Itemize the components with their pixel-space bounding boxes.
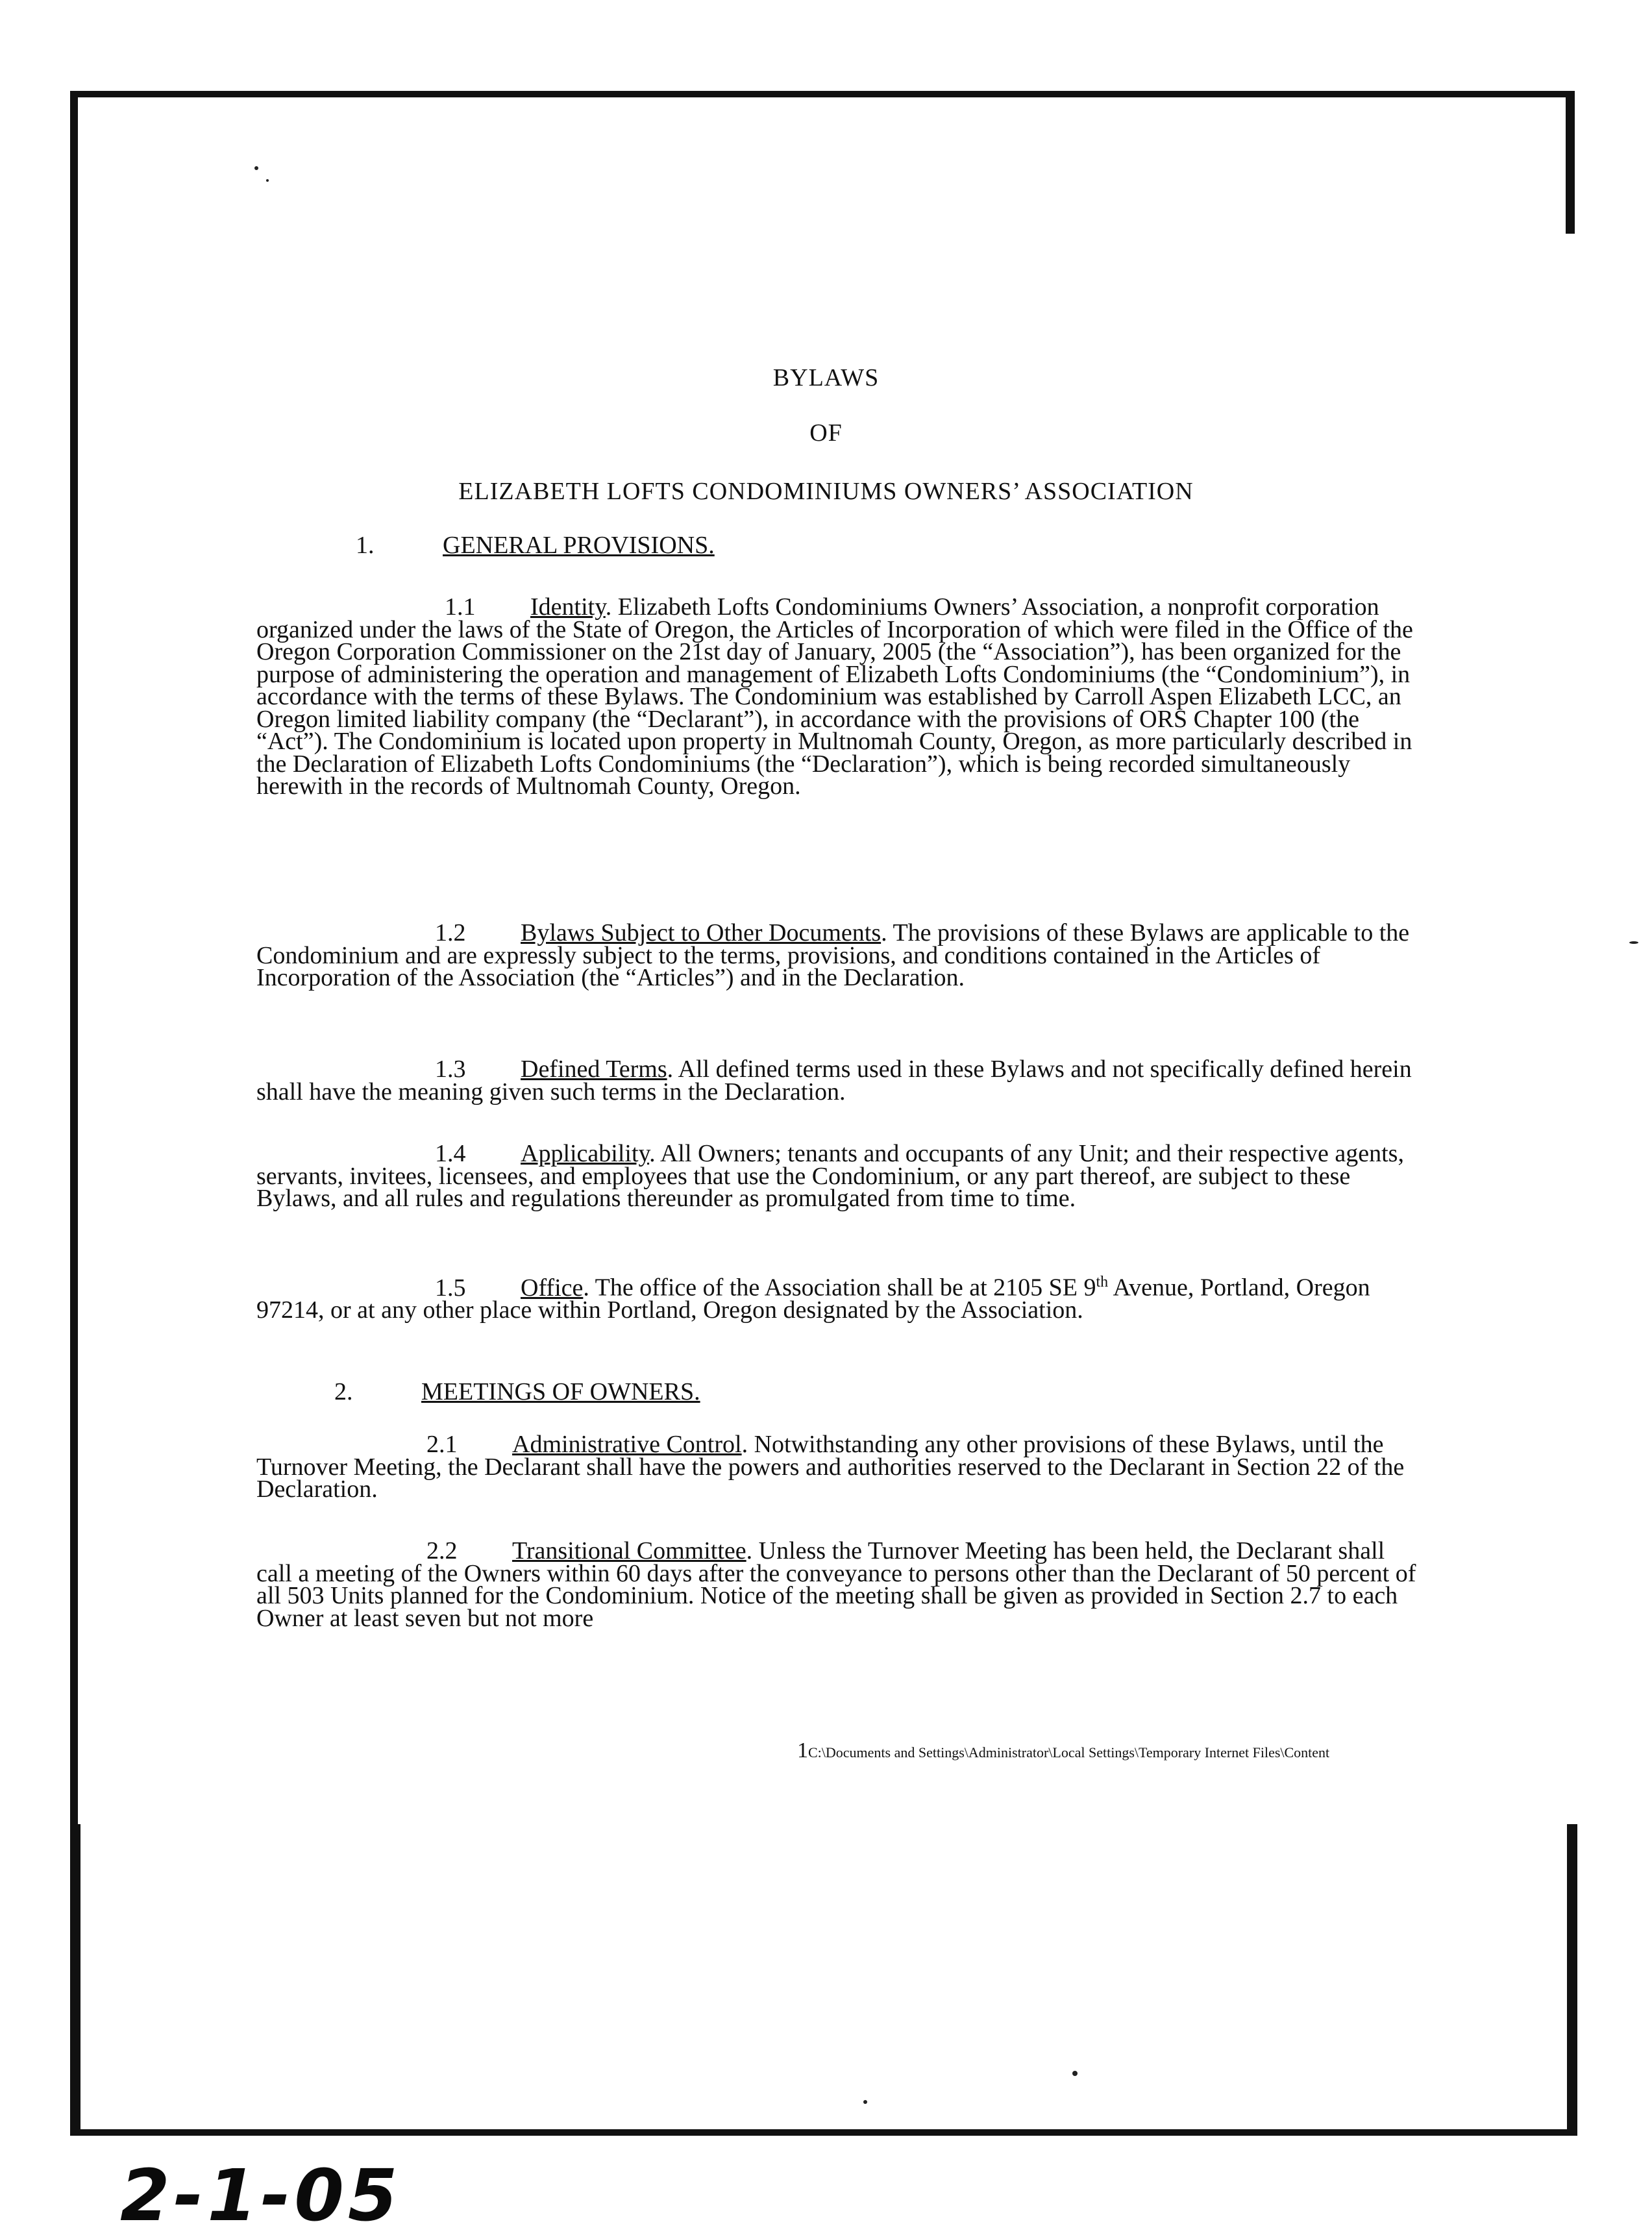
scan-speck bbox=[254, 166, 258, 170]
document-title-of: OF bbox=[809, 419, 843, 447]
paragraph-number: 1.4 bbox=[435, 1140, 466, 1167]
paragraph-1-4 bbox=[256, 1140, 1425, 1212]
footer-file-path bbox=[797, 1738, 1329, 1763]
scan-frame-right bbox=[1566, 91, 1575, 234]
paragraph-1-3 bbox=[256, 1056, 1425, 1106]
scan-frame-left-lower bbox=[70, 1824, 80, 2136]
paragraph-title: Applicability bbox=[521, 1140, 650, 1167]
paragraph-number: 1.3 bbox=[435, 1056, 466, 1083]
paragraph-number: 1.2 bbox=[435, 919, 466, 946]
paragraph-2-1 bbox=[256, 1433, 1425, 1501]
document-title-association: ELIZABETH LOFTS CONDOMINIUMS OWNERS’ ASSOCIATION bbox=[458, 478, 1194, 505]
scan-frame-bottom bbox=[70, 2129, 1576, 2136]
page-number: 1 bbox=[797, 1738, 808, 1762]
paragraph-title: Identity bbox=[530, 593, 606, 621]
section-title: GENERAL PROVISIONS. bbox=[443, 532, 715, 559]
handwritten-date: 2-1-05 bbox=[120, 2154, 402, 2237]
paragraph-number: 1.5 bbox=[435, 1274, 466, 1302]
paragraph-title: Defined Terms bbox=[521, 1056, 667, 1083]
paragraph-text: . All Owners; tenants and occupants of any Unit; and their respective agents, servants, invitees, licensees, and employees that use the Condominium, or any part thereof, are subject to these Bylaws, and all rules and regulations thereunder as promulgated from time to time. bbox=[256, 1140, 1404, 1212]
paragraph-1-5 bbox=[256, 1271, 1425, 1322]
paragraph-text: . The provisions of these Bylaws are applicable to the Condominium and are expressly subject to the terms, provisions, and conditions contained in the Articles of Incorporation of the Association (the “Articles”) and in the Declaration. bbox=[256, 919, 1410, 991]
paragraph-number: 2.1 bbox=[426, 1431, 458, 1458]
scan-speck bbox=[266, 179, 269, 182]
paragraph-title: Administrative Control bbox=[512, 1431, 742, 1458]
paragraph-title: Bylaws Subject to Other Documents bbox=[521, 919, 881, 946]
paragraph-number: 1.1 bbox=[445, 593, 476, 621]
file-path: C:\Documents and Settings\Administrator\Local Settings\Temporary Internet Files\Content bbox=[808, 1744, 1330, 1761]
paragraph-2-2 bbox=[256, 1537, 1425, 1632]
paragraph-number: 2.2 bbox=[426, 1537, 458, 1564]
paragraph-text: . All defined terms used in these Bylaws and not specifically defined herein shall have the meaning given such terms in the Declaration. bbox=[256, 1056, 1412, 1106]
section-heading-1 bbox=[356, 531, 715, 560]
document-title: BYLAWS bbox=[772, 364, 880, 391]
paragraph-text: . Elizabeth Lofts Condominiums Owners’ Association, a nonprofit corporation organized under the laws of the State of Oregon, the Articles of Incorporation of which were filed in the Office of the Oregon Corporation Commissioner on the 21st day of January, 2005 (the “Association”), has been organized for the purpose of administering the operation and management of Elizabeth Lofts Condominiums (the “Condominium”), in accordance with the terms of these Bylaws. The Condominium was established by Carroll Aspen Elizabeth LCC, an Oregon limited liability company (the “Declarant”), in accordance with the provisions of ORS Chapter 100 (the “Act”). The Condominium is located upon property in Multnomah County, Oregon, as more particularly described in the Declaration of Elizabeth Lofts Condominiums (the “Declaration”), which is being recorded simultaneously herewith in the records of Multnomah County, Oregon. bbox=[256, 593, 1413, 800]
scan-frame-top bbox=[70, 91, 1575, 97]
scan-frame-right-lower bbox=[1567, 1824, 1577, 2136]
scan-speck bbox=[863, 2100, 867, 2104]
paragraph-text-continued: Avenue, Portland, Oregon 97214, or at any other place within Portland, Oregon designated by the Association. bbox=[256, 1274, 1370, 1324]
scan-speck bbox=[1072, 2071, 1078, 2076]
section-number: 1. bbox=[356, 532, 375, 559]
section-heading-2 bbox=[334, 1378, 700, 1406]
section-title: MEETINGS OF OWNERS. bbox=[421, 1378, 700, 1405]
paragraph-text: . The office of the Association shall be at 2105 SE 9 bbox=[583, 1274, 1096, 1302]
ordinal-superscript: th bbox=[1096, 1274, 1109, 1291]
paragraph-title: Transitional Committee bbox=[512, 1537, 746, 1564]
paragraph-1-2 bbox=[256, 919, 1425, 991]
paragraph-text: . Unless the Turnover Meeting has been held, the Declarant shall call a meeting of the Owners within 60 days after the conveyance to persons other than the Declarant of 50 percent of all 503 Units planned for the Condominium. Notice of the meeting shall be given as provided in Section 2.7 to each Owner at least seven but not more bbox=[256, 1537, 1416, 1632]
scan-speck bbox=[1629, 941, 1638, 944]
paragraph-1-1 bbox=[256, 593, 1425, 800]
section-number: 2. bbox=[334, 1378, 353, 1405]
paragraph-text: . Notwithstanding any other provisions of these Bylaws, until the Turnover Meeting, the Declarant shall have the powers and authorities reserved to the Declarant in Section 22 of the Declaration. bbox=[256, 1431, 1405, 1503]
paragraph-title: Office bbox=[521, 1274, 584, 1302]
